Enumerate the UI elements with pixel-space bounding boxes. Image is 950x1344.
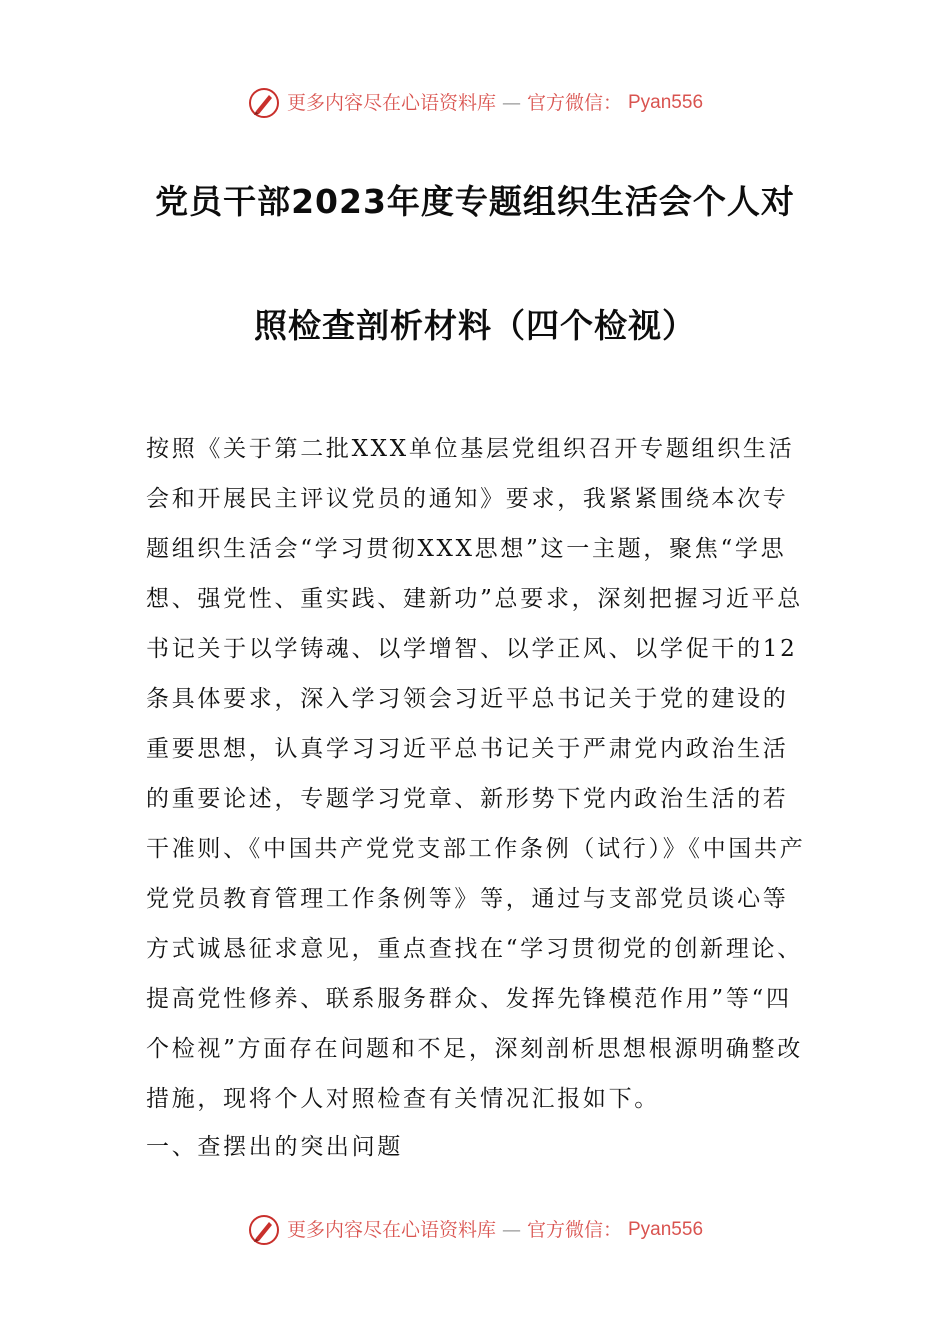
watermark-account: Pyan556 (628, 92, 704, 113)
watermark-main-text: 更多内容尽在心语资料库 (286, 1219, 496, 1241)
document-title-line-2: 照检查剖析材料（四个检视） (254, 306, 696, 345)
watermark-dash: — (501, 1219, 521, 1241)
watermark-account-label: 官方微信： (526, 92, 622, 114)
section-heading: 一、查摆出的突出问题 (146, 1134, 403, 1160)
watermark-main-text: 更多内容尽在心语资料库 (286, 92, 496, 114)
watermark-footer (0, 1210, 950, 1250)
watermark-account-label: 官方微信： (526, 1219, 622, 1241)
watermark-header (0, 83, 950, 123)
watermark-dash: — (501, 92, 521, 114)
watermark-account: Pyan556 (628, 1219, 704, 1240)
pen-logo-icon (247, 86, 281, 120)
body-paragraph: 按照《关于第二批XXX单位基层党组织召开专题组织生活会和开展民主评议党员的通知》要求，我紧紧围绕本次专题组织生活会“学习贯彻XXX思想”这一主题，聚焦“学思想、强党性、重实践、建新功”总要求，深刻把握习近平总书记关于以学铸魂、以学增智、以学正风、以学促干的12条具体要求，深入学习领会习近平总书记关于党的建设的重要思想，认真学习习近平总书记关于严肃党内政治生活的重要论述，专题学习党章、新形势下党内政治生活的若干准则、《中国共产党党支部工作条例（试行）》《中国共产党党员教育管理工作条例等》等，通过与支部党员谈心等方式诚恳征求意见，重点查找在“学习贯彻党的创新理论、提高党性修养、联系服务群众、发挥先锋模范作用”等“四个检视”方面存在问题和不足，深刻剖析思想根源明确整改措施，现将个人对照检查有关情况汇报如下。 (146, 436, 806, 1112)
pen-logo-icon (247, 1213, 281, 1247)
document-title-line-1: 党员干部2023年度专题组织生活会个人对 (155, 182, 795, 221)
